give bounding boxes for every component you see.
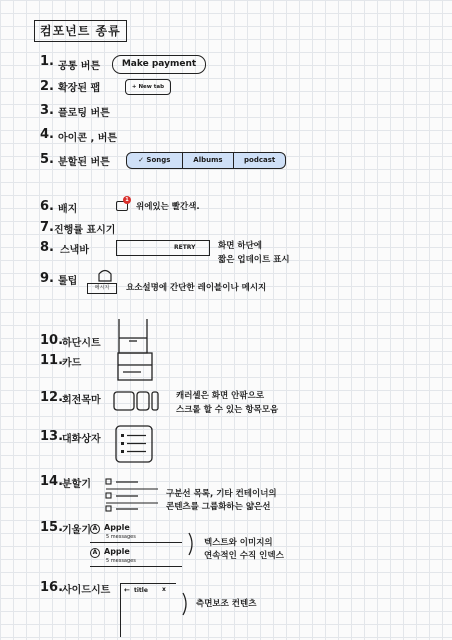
list-note-line2: 연속적인 수직 인덱스 bbox=[204, 551, 284, 561]
common-button-example[interactable]: Make payment bbox=[112, 55, 206, 74]
item-label: 기울기 bbox=[62, 525, 91, 536]
item-number: 13. bbox=[40, 429, 64, 444]
bottom-sheet-example bbox=[117, 318, 149, 354]
item-number: 16. bbox=[40, 580, 64, 595]
carousel-note-line1: 캐러셀은 화면 안팎으로 bbox=[176, 391, 265, 401]
dialog-example bbox=[114, 424, 154, 464]
list-item-subtitle: 5 messages bbox=[106, 558, 136, 564]
item-number: 8. bbox=[40, 240, 54, 255]
snackbar-note-line2: 짧은 업데이트 표시 bbox=[218, 255, 290, 265]
item-number: 9. bbox=[40, 271, 54, 286]
item-number: 6. bbox=[40, 199, 54, 214]
item-label: 카드 bbox=[62, 358, 82, 369]
avatar: A bbox=[90, 524, 100, 534]
snackbar-example bbox=[116, 240, 210, 256]
item-number: 7. bbox=[40, 220, 54, 235]
close-icon[interactable]: x bbox=[162, 586, 166, 593]
item-number: 14. bbox=[40, 474, 64, 489]
extended-fab-example[interactable]: + New tab bbox=[125, 79, 171, 95]
segmented-button-example bbox=[126, 152, 286, 169]
item-number: 1. bbox=[40, 54, 54, 69]
item-number: 5. bbox=[40, 152, 54, 167]
item-label: 회전목마 bbox=[62, 395, 101, 406]
carousel-example bbox=[112, 390, 160, 412]
item-label: 대화상자 bbox=[62, 434, 101, 445]
side-sheet-note: 측면보조 컨텐츠 bbox=[196, 599, 257, 609]
item-label: 진행률 표시기 bbox=[54, 225, 116, 236]
item-label: 아이콘 , 버튼 bbox=[58, 133, 118, 144]
badge-note: 위에있는 빨간색. bbox=[136, 202, 200, 212]
item-label: 플로팅 버튼 bbox=[58, 108, 110, 119]
item-number: 11. bbox=[40, 353, 64, 368]
bracket-mark bbox=[182, 592, 190, 616]
card-example bbox=[117, 352, 153, 382]
tooltip-anchor-icon bbox=[96, 265, 114, 283]
divider-note-line2: 콘텐츠를 그룹화하는 얇은선 bbox=[166, 502, 271, 512]
item-label: 분할된 버튼 bbox=[58, 157, 110, 168]
list-item-title: Apple bbox=[104, 547, 130, 556]
page-title: 컴포넌트 종류 bbox=[34, 20, 127, 42]
snackbar-action[interactable]: RETRY bbox=[174, 244, 196, 251]
list-divider bbox=[90, 566, 182, 567]
tooltip-note: 요소설명에 간단한 레이블이나 메시지 bbox=[126, 283, 267, 293]
segment-songs[interactable]: ✓ Songs bbox=[127, 153, 183, 168]
avatar: A bbox=[90, 548, 100, 558]
item-number: 10. bbox=[40, 333, 64, 348]
bracket-mark bbox=[188, 532, 196, 556]
item-number: 12. bbox=[40, 390, 64, 405]
item-label: 사이드시트 bbox=[62, 585, 111, 596]
item-number: 3. bbox=[40, 103, 54, 118]
snackbar-note-line1: 화면 하단에 bbox=[218, 241, 263, 251]
item-label: 툴팁 bbox=[58, 276, 78, 287]
item-number: 2. bbox=[40, 79, 54, 94]
list-divider bbox=[90, 542, 182, 543]
item-label: 스낵바 bbox=[60, 245, 89, 256]
item-number: 15. bbox=[40, 520, 64, 535]
item-label: 공통 버튼 bbox=[58, 61, 101, 72]
divider-example bbox=[104, 478, 160, 514]
segment-albums[interactable]: Albums bbox=[183, 153, 235, 168]
item-label: 분할기 bbox=[62, 479, 91, 490]
carousel-note-line2: 스크롤 할 수 있는 항목모음 bbox=[176, 405, 279, 415]
tooltip-bubble: 메시지 bbox=[87, 283, 117, 294]
segment-podcast[interactable]: podcast bbox=[244, 156, 276, 164]
badge-dot: 1 bbox=[123, 196, 131, 204]
item-label: 배지 bbox=[58, 204, 78, 215]
list-item-title: Apple bbox=[104, 523, 130, 532]
back-arrow-icon[interactable]: ← bbox=[124, 586, 130, 594]
item-number: 4. bbox=[40, 127, 54, 142]
list-item-subtitle: 5 messages bbox=[106, 534, 136, 540]
item-label: 확장된 팹 bbox=[58, 83, 101, 94]
side-sheet-title: title bbox=[134, 587, 148, 594]
divider-note-line1: 구분선 목록, 기타 컨테이너의 bbox=[166, 489, 277, 499]
list-note-line1: 텍스트와 이미지의 bbox=[204, 538, 273, 548]
item-label: 하단시트 bbox=[62, 338, 101, 349]
